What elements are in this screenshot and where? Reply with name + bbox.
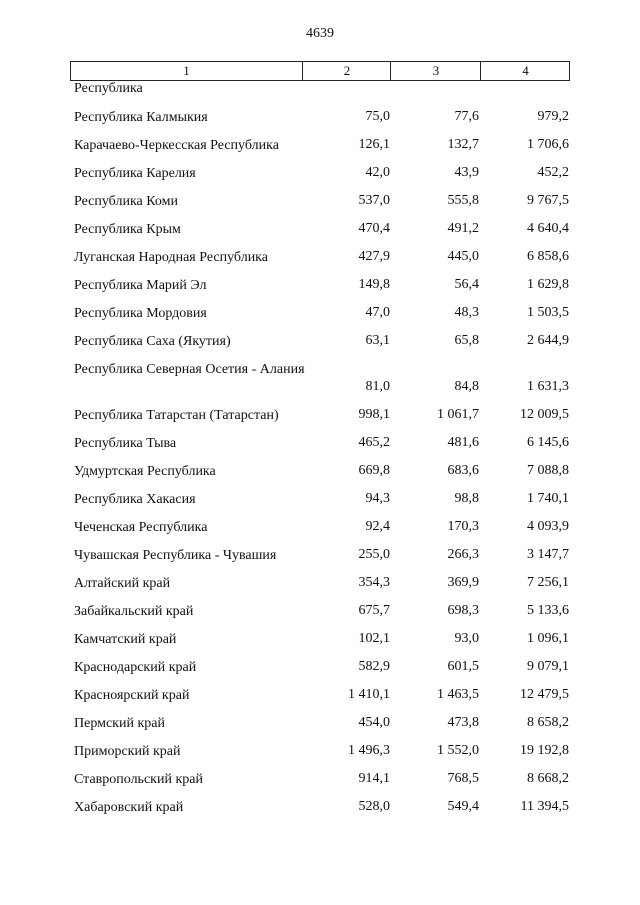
value-col-2: 255,0 bbox=[358, 547, 390, 562]
region-name: Республика Карелия bbox=[74, 166, 196, 181]
value-col-3: 473,8 bbox=[447, 715, 479, 730]
value-col-2: 675,7 bbox=[358, 603, 390, 618]
value-col-4: 1 629,8 bbox=[527, 277, 569, 292]
value-col-4: 2 644,9 bbox=[527, 333, 569, 348]
value-col-2: 465,2 bbox=[358, 435, 390, 450]
value-col-3: 555,8 bbox=[447, 193, 479, 208]
region-name: Удмуртская Республика bbox=[74, 464, 216, 479]
value-col-3: 549,4 bbox=[447, 799, 479, 814]
table-row bbox=[0, 271, 640, 299]
value-col-2: 454,0 bbox=[358, 715, 390, 730]
value-col-4: 452,2 bbox=[537, 165, 569, 180]
region-name: Приморский край bbox=[74, 744, 181, 759]
value-col-4: 6 858,6 bbox=[527, 249, 569, 264]
continuation-label: Республика bbox=[74, 81, 143, 96]
table-row bbox=[0, 401, 640, 429]
value-col-4: 4 093,9 bbox=[527, 519, 569, 534]
table-row bbox=[0, 131, 640, 159]
value-col-4: 1 096,1 bbox=[527, 631, 569, 646]
table-header bbox=[70, 61, 570, 81]
value-col-4: 1 631,3 bbox=[527, 379, 569, 394]
table-row bbox=[0, 681, 640, 709]
value-col-3: 43,9 bbox=[454, 165, 479, 180]
value-col-4: 9 767,5 bbox=[527, 193, 569, 208]
value-col-4: 3 147,7 bbox=[527, 547, 569, 562]
table-row bbox=[0, 625, 640, 653]
header-col-3: 3 bbox=[390, 62, 481, 80]
value-col-3: 481,6 bbox=[447, 435, 479, 450]
value-col-2: 354,3 bbox=[358, 575, 390, 590]
region-name: Луганская Народная Республика bbox=[74, 250, 268, 265]
region-name: Республика Татарстан (Татарстан) bbox=[74, 408, 279, 423]
value-col-2: 42,0 bbox=[365, 165, 390, 180]
region-name: Республика Крым bbox=[74, 222, 181, 237]
value-col-4: 8 658,2 bbox=[527, 715, 569, 730]
value-col-2: 470,4 bbox=[358, 221, 390, 236]
value-col-4: 979,2 bbox=[537, 109, 569, 124]
value-col-2: 528,0 bbox=[358, 799, 390, 814]
page-number: 4639 bbox=[306, 26, 334, 41]
region-name: Республика Калмыкия bbox=[74, 110, 208, 125]
table-row bbox=[0, 709, 640, 737]
value-col-4: 19 192,8 bbox=[520, 743, 569, 758]
value-col-3: 170,3 bbox=[447, 519, 479, 534]
value-col-2: 92,4 bbox=[365, 519, 390, 534]
value-col-3: 445,0 bbox=[447, 249, 479, 264]
region-name: Пермский край bbox=[74, 716, 165, 731]
value-col-2: 149,8 bbox=[358, 277, 390, 292]
table-row bbox=[0, 457, 640, 485]
value-col-4: 1 740,1 bbox=[527, 491, 569, 506]
table-row bbox=[0, 429, 640, 457]
value-col-2: 126,1 bbox=[358, 137, 390, 152]
value-col-3: 84,8 bbox=[454, 379, 479, 394]
value-col-3: 48,3 bbox=[454, 305, 479, 320]
value-col-4: 8 668,2 bbox=[527, 771, 569, 786]
value-col-4: 7 088,8 bbox=[527, 463, 569, 478]
region-name: Хабаровский край bbox=[74, 800, 184, 815]
region-name: Красноярский край bbox=[74, 688, 190, 703]
table-row bbox=[0, 355, 640, 401]
value-col-3: 65,8 bbox=[454, 333, 479, 348]
value-col-2: 1 410,1 bbox=[348, 687, 390, 702]
table-row bbox=[0, 299, 640, 327]
value-col-3: 1 463,5 bbox=[437, 687, 479, 702]
region-name: Чеченская Республика bbox=[74, 520, 208, 535]
table-row bbox=[0, 513, 640, 541]
region-name: Республика Тыва bbox=[74, 436, 177, 451]
value-col-2: 914,1 bbox=[358, 771, 390, 786]
value-col-3: 1 061,7 bbox=[437, 407, 479, 422]
table-row bbox=[0, 793, 640, 821]
value-col-3: 98,8 bbox=[454, 491, 479, 506]
value-col-3: 132,7 bbox=[447, 137, 479, 152]
value-col-4: 12 479,5 bbox=[520, 687, 569, 702]
region-name: Карачаево-Черкесская Республика bbox=[74, 138, 279, 153]
table-row bbox=[0, 327, 640, 355]
value-col-3: 1 552,0 bbox=[437, 743, 479, 758]
value-col-3: 491,2 bbox=[447, 221, 479, 236]
value-col-3: 369,9 bbox=[447, 575, 479, 590]
value-col-3: 77,6 bbox=[454, 109, 479, 124]
region-name: Республика Хакасия bbox=[74, 492, 196, 507]
region-name: Республика Северная Осетия - Алания bbox=[74, 362, 305, 377]
value-col-4: 1 706,6 bbox=[527, 137, 569, 152]
region-name: Республика Марий Эл bbox=[74, 278, 207, 293]
value-col-4: 12 009,5 bbox=[520, 407, 569, 422]
table-row bbox=[0, 215, 640, 243]
value-col-3: 266,3 bbox=[447, 547, 479, 562]
value-col-2: 669,8 bbox=[358, 463, 390, 478]
table-row bbox=[0, 159, 640, 187]
value-col-3: 768,5 bbox=[447, 771, 479, 786]
value-col-3: 601,5 bbox=[447, 659, 479, 674]
value-col-4: 9 079,1 bbox=[527, 659, 569, 674]
value-col-4: 7 256,1 bbox=[527, 575, 569, 590]
table-row bbox=[0, 485, 640, 513]
region-name: Республика Коми bbox=[74, 194, 178, 209]
table-row bbox=[0, 737, 640, 765]
region-name: Камчатский край bbox=[74, 632, 177, 647]
region-name: Забайкальский край bbox=[74, 604, 194, 619]
region-name: Чувашская Республика - Чувашия bbox=[74, 548, 277, 563]
value-col-2: 582,9 bbox=[358, 659, 390, 674]
value-col-2: 1 496,3 bbox=[348, 743, 390, 758]
value-col-4: 1 503,5 bbox=[527, 305, 569, 320]
value-col-4: 4 640,4 bbox=[527, 221, 569, 236]
table-body bbox=[0, 103, 640, 821]
value-col-3: 56,4 bbox=[454, 277, 479, 292]
table-row bbox=[0, 541, 640, 569]
header-col-1: 1 bbox=[183, 63, 190, 78]
value-col-3: 698,3 bbox=[447, 603, 479, 618]
value-col-2: 75,0 bbox=[365, 109, 390, 124]
value-col-2: 102,1 bbox=[358, 631, 390, 646]
header-col-2: 2 bbox=[302, 62, 391, 80]
value-col-2: 537,0 bbox=[358, 193, 390, 208]
value-col-3: 93,0 bbox=[454, 631, 479, 646]
table-row bbox=[0, 569, 640, 597]
value-col-2: 63,1 bbox=[365, 333, 390, 348]
table-row bbox=[0, 597, 640, 625]
region-name: Краснодарский край bbox=[74, 660, 197, 675]
value-col-2: 427,9 bbox=[358, 249, 390, 264]
value-col-2: 47,0 bbox=[365, 305, 390, 320]
table-row bbox=[0, 103, 640, 131]
region-name: Республика Мордовия bbox=[74, 306, 207, 321]
value-col-4: 6 145,6 bbox=[527, 435, 569, 450]
table-row bbox=[0, 243, 640, 271]
table-row bbox=[0, 765, 640, 793]
value-col-3: 683,6 bbox=[447, 463, 479, 478]
value-col-2: 998,1 bbox=[358, 407, 390, 422]
header-col-4: 4 bbox=[480, 62, 570, 80]
region-name: Ставропольский край bbox=[74, 772, 203, 787]
region-name: Алтайский край bbox=[74, 576, 171, 591]
value-col-2: 81,0 bbox=[365, 379, 390, 394]
value-col-4: 5 133,6 bbox=[527, 603, 569, 618]
value-col-2: 94,3 bbox=[365, 491, 390, 506]
region-name: Республика Саха (Якутия) bbox=[74, 334, 231, 349]
table-row bbox=[0, 653, 640, 681]
value-col-4: 11 394,5 bbox=[520, 799, 569, 814]
table-row bbox=[0, 187, 640, 215]
